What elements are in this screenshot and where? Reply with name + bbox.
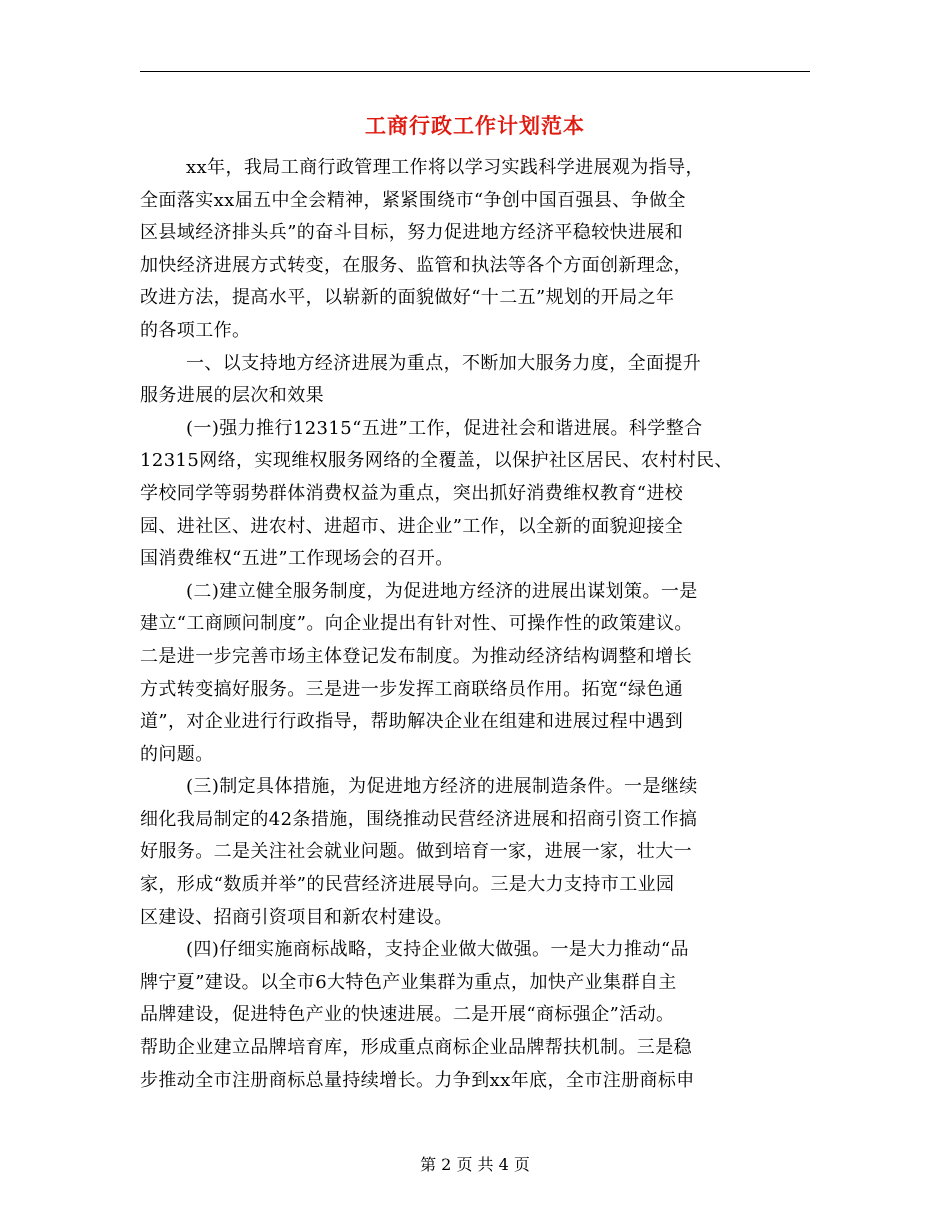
paragraph: [140, 576, 810, 772]
paragraph-line: 细化我局制定的42条措施，围绕推动民营经济进展和招商引资工作搞: [140, 808, 698, 830]
paragraph-line: 加快经济进展方式转变，在服务、监管和执法等各个方面创新理念，: [140, 254, 692, 276]
paragraph-line: 的各项工作。: [140, 319, 251, 341]
paragraph-line: 全面落实xx届五中全会精神，紧紧围绕市“争创中国百强县、争做全: [140, 189, 686, 211]
paragraph: [140, 152, 810, 348]
header-rule: [140, 71, 810, 72]
paragraph-line: 家，形成“数质并举”的民营经济进展导向。三是大力支持市工业园: [140, 874, 675, 896]
paragraph-line: 园、进社区、进农村、进超市、进企业”工作，以全新的面貌迎接全: [140, 515, 684, 537]
paragraph-line: 学校同学等弱势群体消费权益为重点，突出抓好消费维权教育“进校: [140, 482, 684, 504]
paragraph-line: 二是进一步完善市场主体登记发布制度。为推动经济结构调整和增长: [140, 645, 692, 667]
paragraph-first-line: (四)仔细实施商标战略，支持企业做大做强。一是大力推动“品: [186, 939, 689, 961]
paragraph-line: 好服务。二是关注社会就业问题。做到培育一家，进展一家，壮大一: [140, 841, 692, 863]
document-title: 工商行政工作计划范本: [365, 113, 585, 138]
paragraph-first-line: (一)强力推行12315“五进”工作，促进社会和谐进展。科学整合: [186, 417, 703, 439]
paragraph: [140, 934, 810, 1097]
paragraph-line: 服务进展的层次和效果: [140, 385, 324, 407]
paragraph-line: 国消费维权“五进”工作现场会的召开。: [140, 548, 454, 570]
paragraph-line: 建立“工商顾问制度”。向企业提出有针对性、可操作性的政策建议。: [140, 613, 693, 635]
paragraph-line: 的问题。: [140, 743, 214, 765]
paragraph-first-line: xx年，我局工商行政管理工作将以学习实践科学进展观为指导，: [186, 157, 704, 178]
paragraph-line: 步推动全市注册商标总量持续增长。力争到xx年底，全市注册商标申: [140, 1069, 695, 1091]
paragraph-line: 区县域经济排头兵”的奋斗目标，努力促进地方经济平稳较快进展和: [140, 222, 684, 244]
paragraph-line: 12315网络，实现维权服务网络的全覆盖，以保护社区居民、农村村民、: [140, 450, 733, 472]
page-footer: 第 2 页 共 4 页: [420, 1155, 530, 1174]
paragraph-first-line: (三)制定具体措施，为促进地方经济的进展制造条件。一是继续: [186, 776, 698, 798]
paragraph-line: 道”，对企业进行行政指导，帮助解决企业在组建和进展过程中遇到: [140, 711, 684, 733]
paragraph-first-line: (二)建立健全服务制度，为促进地方经济的进展出谋划策。一是: [186, 580, 698, 602]
paragraph-line: 区建设、招商引资项目和新农村建设。: [140, 906, 453, 928]
paragraph: [140, 413, 810, 576]
paragraph: [140, 348, 810, 413]
paragraph-line: 帮助企业建立品牌培育库，形成重点商标企业品牌帮扶机制。三是稳: [140, 1037, 692, 1059]
paragraph-line: 品牌建设，促进特色产业的快速进展。二是开展“商标强企”活动。: [140, 1004, 675, 1026]
paragraph-first-line: 一、以支持地方经济进展为重点，不断加大服务力度，全面提升: [186, 352, 702, 374]
paragraph-line: 牌宁夏”建设。以全市6大特色产业集群为重点，加快产业集群自主: [140, 971, 677, 993]
document-body: [140, 152, 810, 1097]
paragraph-line: 方式转变搞好服务。三是进一步发挥工商联络员作用。拓宽“绿色通: [140, 678, 684, 700]
paragraph: [140, 771, 810, 934]
paragraph-line: 改进方法，提高水平，以崭新的面貌做好“十二五”规划的开局之年: [140, 287, 675, 309]
